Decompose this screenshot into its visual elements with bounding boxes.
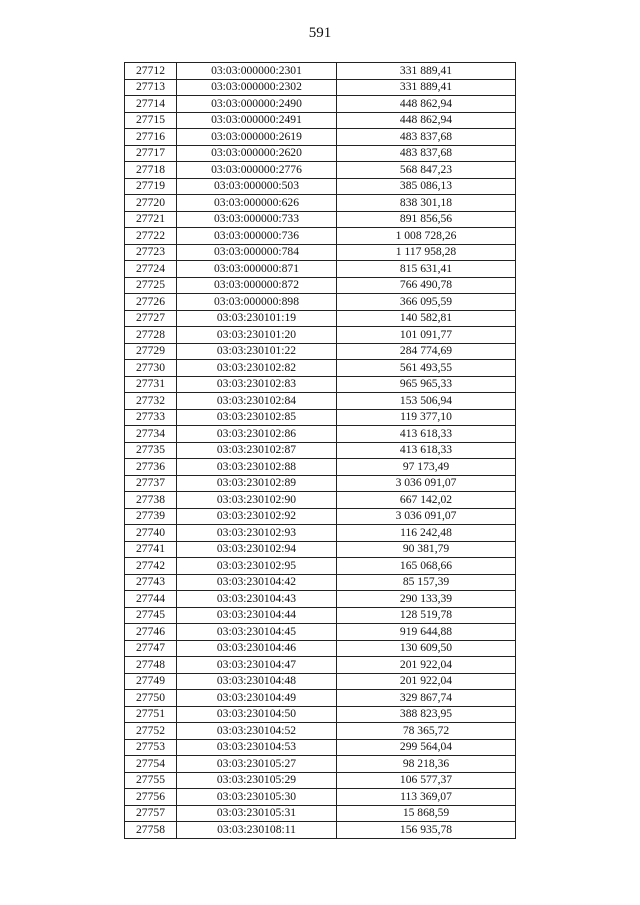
cadastral-value-cell: 140 582,81 bbox=[337, 310, 516, 327]
cadastral-number-cell: 03:03:230104:52 bbox=[177, 723, 337, 740]
row-number-cell: 27723 bbox=[125, 244, 177, 261]
table-row bbox=[125, 508, 516, 525]
cadastral-value-cell: 85 157,39 bbox=[337, 574, 516, 591]
row-number-cell: 27718 bbox=[125, 162, 177, 179]
table-row bbox=[125, 442, 516, 459]
cadastral-number-cell: 03:03:230104:50 bbox=[177, 706, 337, 723]
cadastral-number-cell: 03:03:000000:872 bbox=[177, 277, 337, 294]
cadastral-value-cell: 130 609,50 bbox=[337, 640, 516, 657]
row-number-cell: 27756 bbox=[125, 789, 177, 806]
cadastral-value-cell: 98 218,36 bbox=[337, 756, 516, 773]
cadastral-number-cell: 03:03:230105:30 bbox=[177, 789, 337, 806]
cadastral-value-cell: 331 889,41 bbox=[337, 79, 516, 96]
row-number-cell: 27719 bbox=[125, 178, 177, 195]
table-row bbox=[125, 112, 516, 129]
table-row bbox=[125, 739, 516, 756]
table-row bbox=[125, 79, 516, 96]
cadastral-number-cell: 03:03:000000:2619 bbox=[177, 129, 337, 146]
row-number-cell: 27721 bbox=[125, 211, 177, 228]
table-row bbox=[125, 294, 516, 311]
cadastral-number-cell: 03:03:000000:784 bbox=[177, 244, 337, 261]
cadastral-number-cell: 03:03:230108:11 bbox=[177, 822, 337, 839]
table-row bbox=[125, 706, 516, 723]
row-number-cell: 27715 bbox=[125, 112, 177, 129]
row-number-cell: 27742 bbox=[125, 558, 177, 575]
cadastral-number-cell: 03:03:000000:503 bbox=[177, 178, 337, 195]
row-number-cell: 27733 bbox=[125, 409, 177, 426]
row-number-cell: 27732 bbox=[125, 393, 177, 410]
cadastral-value-cell: 106 577,37 bbox=[337, 772, 516, 789]
table-row bbox=[125, 129, 516, 146]
row-number-cell: 27751 bbox=[125, 706, 177, 723]
row-number-cell: 27739 bbox=[125, 508, 177, 525]
row-number-cell: 27748 bbox=[125, 657, 177, 674]
row-number-cell: 27735 bbox=[125, 442, 177, 459]
cadastral-value-cell: 290 133,39 bbox=[337, 591, 516, 608]
row-number-cell: 27749 bbox=[125, 673, 177, 690]
row-number-cell: 27740 bbox=[125, 525, 177, 542]
cadastral-value-cell: 891 856,56 bbox=[337, 211, 516, 228]
table-row bbox=[125, 426, 516, 443]
cadastral-value-cell: 483 837,68 bbox=[337, 145, 516, 162]
cadastral-number-cell: 03:03:230102:87 bbox=[177, 442, 337, 459]
table-row bbox=[125, 640, 516, 657]
row-number-cell: 27731 bbox=[125, 376, 177, 393]
table-row bbox=[125, 475, 516, 492]
cadastral-value-cell: 366 095,59 bbox=[337, 294, 516, 311]
table-row bbox=[125, 673, 516, 690]
table-row bbox=[125, 772, 516, 789]
cadastral-number-cell: 03:03:230102:94 bbox=[177, 541, 337, 558]
cadastral-value-cell: 413 618,33 bbox=[337, 426, 516, 443]
table-row bbox=[125, 789, 516, 806]
table-row bbox=[125, 558, 516, 575]
table-row bbox=[125, 459, 516, 476]
cadastral-number-cell: 03:03:230102:92 bbox=[177, 508, 337, 525]
table-row bbox=[125, 162, 516, 179]
cadastral-value-cell: 128 519,78 bbox=[337, 607, 516, 624]
page-number: 591 bbox=[308, 25, 332, 41]
row-number-cell: 27712 bbox=[125, 63, 177, 80]
cadastral-value-cell: 965 965,33 bbox=[337, 376, 516, 393]
cadastral-value-cell: 116 242,48 bbox=[337, 525, 516, 542]
cadastral-number-cell: 03:03:230102:93 bbox=[177, 525, 337, 542]
cadastral-value-cell: 156 935,78 bbox=[337, 822, 516, 839]
cadastral-number-cell: 03:03:230102:86 bbox=[177, 426, 337, 443]
cadastral-number-cell: 03:03:230102:90 bbox=[177, 492, 337, 509]
cadastral-value-cell: 90 381,79 bbox=[337, 541, 516, 558]
row-number-cell: 27738 bbox=[125, 492, 177, 509]
row-number-cell: 27728 bbox=[125, 327, 177, 344]
table-row bbox=[125, 63, 516, 80]
table-row bbox=[125, 805, 516, 822]
row-number-cell: 27717 bbox=[125, 145, 177, 162]
table-row bbox=[125, 228, 516, 245]
cadastral-value-cell: 1 008 728,26 bbox=[337, 228, 516, 245]
row-number-cell: 27755 bbox=[125, 772, 177, 789]
cadastral-number-cell: 03:03:230104:45 bbox=[177, 624, 337, 641]
row-number-cell: 27747 bbox=[125, 640, 177, 657]
cadastral-value-cell: 284 774,69 bbox=[337, 343, 516, 360]
table-row bbox=[125, 624, 516, 641]
cadastral-number-cell: 03:03:230104:48 bbox=[177, 673, 337, 690]
cadastral-number-cell: 03:03:230105:31 bbox=[177, 805, 337, 822]
cadastral-number-cell: 03:03:230105:29 bbox=[177, 772, 337, 789]
table-row bbox=[125, 376, 516, 393]
row-number-cell: 27730 bbox=[125, 360, 177, 377]
cadastral-value-cell: 119 377,10 bbox=[337, 409, 516, 426]
cadastral-number-cell: 03:03:230102:85 bbox=[177, 409, 337, 426]
row-number-cell: 27726 bbox=[125, 294, 177, 311]
cadastral-number-cell: 03:03:000000:871 bbox=[177, 261, 337, 278]
cadastral-value-cell: 201 922,04 bbox=[337, 657, 516, 674]
row-number-cell: 27744 bbox=[125, 591, 177, 608]
table-row bbox=[125, 591, 516, 608]
row-number-cell: 27716 bbox=[125, 129, 177, 146]
cadastral-value-cell: 388 823,95 bbox=[337, 706, 516, 723]
cadastral-value-cell: 78 365,72 bbox=[337, 723, 516, 740]
cadastral-value-cell: 815 631,41 bbox=[337, 261, 516, 278]
cadastral-value-cell: 113 369,07 bbox=[337, 789, 516, 806]
cadastral-number-cell: 03:03:000000:2491 bbox=[177, 112, 337, 129]
cadastral-value-cell: 201 922,04 bbox=[337, 673, 516, 690]
cadastral-number-cell: 03:03:230104:46 bbox=[177, 640, 337, 657]
table-row bbox=[125, 343, 516, 360]
row-number-cell: 27727 bbox=[125, 310, 177, 327]
row-number-cell: 27750 bbox=[125, 690, 177, 707]
cadastral-value-cell: 101 091,77 bbox=[337, 327, 516, 344]
row-number-cell: 27724 bbox=[125, 261, 177, 278]
cadastral-value-cell: 329 867,74 bbox=[337, 690, 516, 707]
table-row bbox=[125, 310, 516, 327]
table-row bbox=[125, 723, 516, 740]
table-row bbox=[125, 195, 516, 212]
row-number-cell: 27757 bbox=[125, 805, 177, 822]
cadastral-number-cell: 03:03:000000:2301 bbox=[177, 63, 337, 80]
cadastral-value-table bbox=[124, 62, 516, 839]
row-number-cell: 27720 bbox=[125, 195, 177, 212]
row-number-cell: 27752 bbox=[125, 723, 177, 740]
table-row bbox=[125, 96, 516, 113]
row-number-cell: 27713 bbox=[125, 79, 177, 96]
cadastral-value-cell: 15 868,59 bbox=[337, 805, 516, 822]
table-row bbox=[125, 657, 516, 674]
table-row bbox=[125, 607, 516, 624]
table-row bbox=[125, 690, 516, 707]
row-number-cell: 27746 bbox=[125, 624, 177, 641]
cadastral-number-cell: 03:03:230104:53 bbox=[177, 739, 337, 756]
cadastral-value-cell: 153 506,94 bbox=[337, 393, 516, 410]
cadastral-value-cell: 561 493,55 bbox=[337, 360, 516, 377]
row-number-cell: 27722 bbox=[125, 228, 177, 245]
cadastral-number-cell: 03:03:000000:898 bbox=[177, 294, 337, 311]
table-row bbox=[125, 244, 516, 261]
cadastral-number-cell: 03:03:230102:95 bbox=[177, 558, 337, 575]
cadastral-number-cell: 03:03:230102:89 bbox=[177, 475, 337, 492]
cadastral-number-cell: 03:03:230102:82 bbox=[177, 360, 337, 377]
table-row bbox=[125, 756, 516, 773]
table-row bbox=[125, 492, 516, 509]
cadastral-value-cell: 331 889,41 bbox=[337, 63, 516, 80]
cadastral-number-cell: 03:03:230101:20 bbox=[177, 327, 337, 344]
cadastral-value-cell: 483 837,68 bbox=[337, 129, 516, 146]
cadastral-number-cell: 03:03:230105:27 bbox=[177, 756, 337, 773]
table-row bbox=[125, 261, 516, 278]
table-row bbox=[125, 211, 516, 228]
row-number-cell: 27753 bbox=[125, 739, 177, 756]
cadastral-value-cell: 448 862,94 bbox=[337, 96, 516, 113]
cadastral-number-cell: 03:03:230102:84 bbox=[177, 393, 337, 410]
cadastral-number-cell: 03:03:000000:733 bbox=[177, 211, 337, 228]
cadastral-number-cell: 03:03:230101:19 bbox=[177, 310, 337, 327]
cadastral-value-cell: 413 618,33 bbox=[337, 442, 516, 459]
cadastral-number-cell: 03:03:230104:44 bbox=[177, 607, 337, 624]
cadastral-number-cell: 03:03:000000:2620 bbox=[177, 145, 337, 162]
table-row bbox=[125, 409, 516, 426]
cadastral-value-cell: 448 862,94 bbox=[337, 112, 516, 129]
cadastral-number-cell: 03:03:230104:43 bbox=[177, 591, 337, 608]
cadastral-value-cell: 838 301,18 bbox=[337, 195, 516, 212]
table-row bbox=[125, 327, 516, 344]
row-number-cell: 27758 bbox=[125, 822, 177, 839]
table-row bbox=[125, 178, 516, 195]
row-number-cell: 27725 bbox=[125, 277, 177, 294]
row-number-cell: 27714 bbox=[125, 96, 177, 113]
table-body bbox=[125, 63, 516, 839]
cadastral-value-cell: 766 490,78 bbox=[337, 277, 516, 294]
cadastral-number-cell: 03:03:230102:88 bbox=[177, 459, 337, 476]
cadastral-number-cell: 03:03:000000:2490 bbox=[177, 96, 337, 113]
row-number-cell: 27734 bbox=[125, 426, 177, 443]
cadastral-number-cell: 03:03:230104:42 bbox=[177, 574, 337, 591]
cadastral-value-cell: 568 847,23 bbox=[337, 162, 516, 179]
table-row bbox=[125, 541, 516, 558]
row-number-cell: 27754 bbox=[125, 756, 177, 773]
cadastral-value-cell: 299 564,04 bbox=[337, 739, 516, 756]
cadastral-number-cell: 03:03:000000:626 bbox=[177, 195, 337, 212]
cadastral-number-cell: 03:03:230104:49 bbox=[177, 690, 337, 707]
table-row bbox=[125, 822, 516, 839]
table-row bbox=[125, 277, 516, 294]
cadastral-number-cell: 03:03:230102:83 bbox=[177, 376, 337, 393]
cadastral-number-cell: 03:03:000000:2302 bbox=[177, 79, 337, 96]
table-row bbox=[125, 360, 516, 377]
cadastral-number-cell: 03:03:230104:47 bbox=[177, 657, 337, 674]
table-row bbox=[125, 525, 516, 542]
cadastral-value-cell: 97 173,49 bbox=[337, 459, 516, 476]
cadastral-value-cell: 1 117 958,28 bbox=[337, 244, 516, 261]
table-row bbox=[125, 393, 516, 410]
row-number-cell: 27741 bbox=[125, 541, 177, 558]
row-number-cell: 27729 bbox=[125, 343, 177, 360]
cadastral-value-cell: 3 036 091,07 bbox=[337, 475, 516, 492]
table-row bbox=[125, 145, 516, 162]
cadastral-value-cell: 919 644,88 bbox=[337, 624, 516, 641]
cadastral-number-cell: 03:03:000000:736 bbox=[177, 228, 337, 245]
row-number-cell: 27737 bbox=[125, 475, 177, 492]
cadastral-value-cell: 165 068,66 bbox=[337, 558, 516, 575]
cadastral-value-cell: 3 036 091,07 bbox=[337, 508, 516, 525]
cadastral-number-cell: 03:03:230101:22 bbox=[177, 343, 337, 360]
cadastral-number-cell: 03:03:000000:2776 bbox=[177, 162, 337, 179]
table-row bbox=[125, 574, 516, 591]
cadastral-value-cell: 385 086,13 bbox=[337, 178, 516, 195]
cadastral-value-cell: 667 142,02 bbox=[337, 492, 516, 509]
row-number-cell: 27743 bbox=[125, 574, 177, 591]
row-number-cell: 27736 bbox=[125, 459, 177, 476]
row-number-cell: 27745 bbox=[125, 607, 177, 624]
